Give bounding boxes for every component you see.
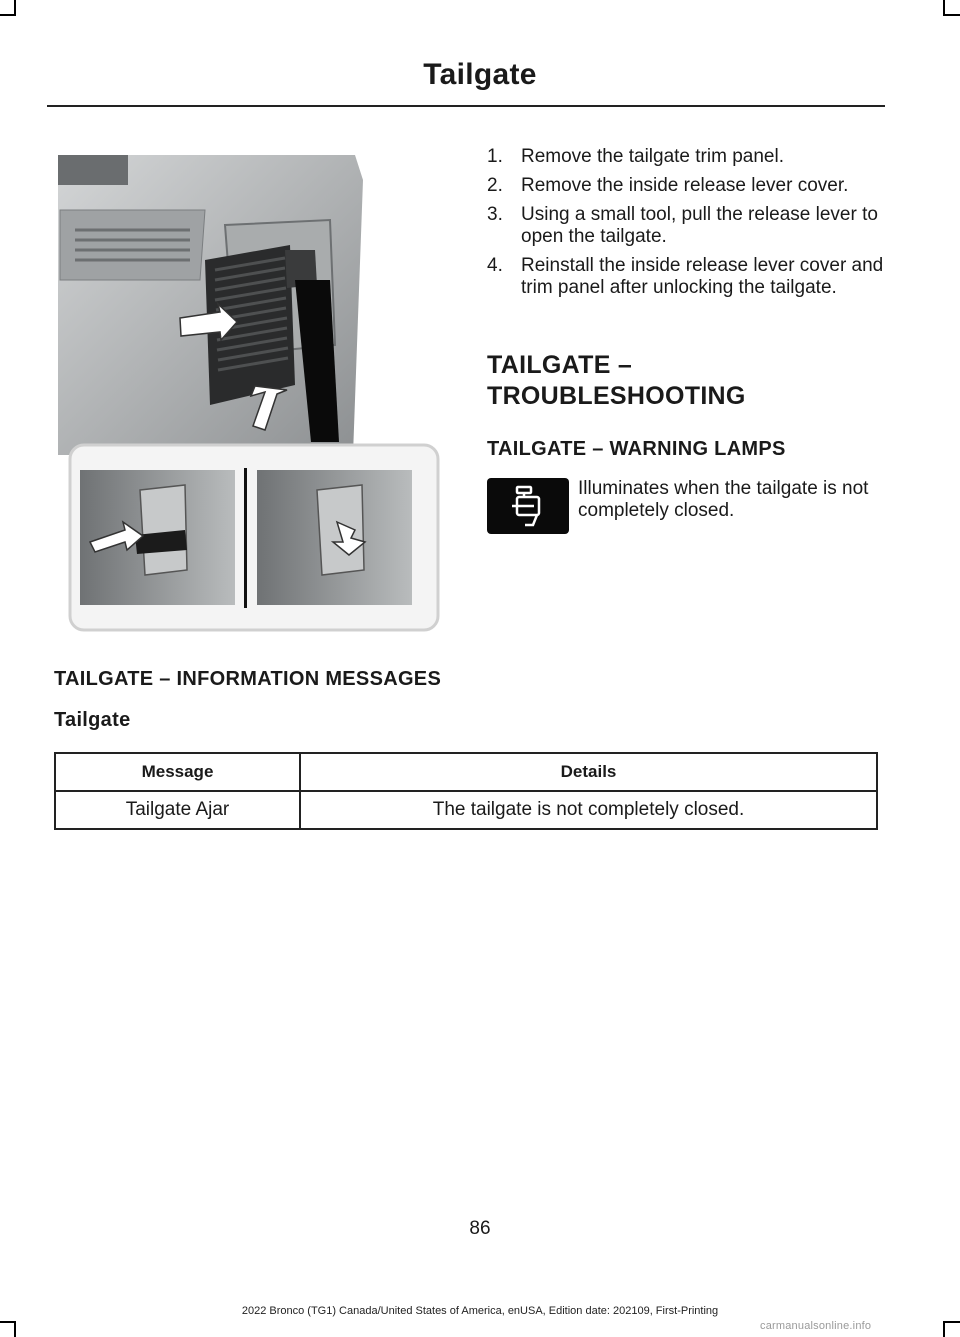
list-item: 4. Reinstall the inside release lever cover and trim panel after unlocking the tailgate. <box>487 255 884 298</box>
crop-mark <box>944 1321 960 1323</box>
info-messages-subheading: Tailgate <box>54 709 131 731</box>
crop-mark <box>944 14 960 16</box>
info-messages-table <box>54 752 878 830</box>
details-cell: The tailgate is not completely closed. <box>300 791 877 829</box>
warning-lamp-description: Illuminates when the tailgate is not completely closed. <box>578 478 869 521</box>
crop-mark <box>14 1321 16 1337</box>
header-rule <box>47 105 885 107</box>
warning-lamps-heading: TAILGATE – WARNING LAMPS <box>487 438 786 460</box>
crop-mark <box>0 1321 16 1323</box>
info-messages-heading: TAILGATE – INFORMATION MESSAGES <box>54 668 442 690</box>
column-header-message: Message <box>55 753 300 791</box>
release-steps <box>487 146 887 306</box>
list-item: 2. Remove the inside release lever cover. <box>487 175 849 196</box>
troubleshooting-heading: TAILGATE – TROUBLESHOOTING <box>487 351 746 410</box>
tailgate-release-illustration <box>55 150 445 635</box>
message-cell: Tailgate Ajar <box>55 791 300 829</box>
crop-mark <box>943 1321 945 1337</box>
column-header-details: Details <box>300 753 877 791</box>
tailgate-ajar-lamp-icon <box>487 478 569 534</box>
page-title: Tailgate <box>423 58 537 91</box>
watermark: carmanualsonline.info <box>760 1320 872 1332</box>
list-item: 1. Remove the tailgate trim panel. <box>487 146 784 167</box>
table-row <box>55 791 877 829</box>
page-number: 86 <box>469 1218 491 1239</box>
crop-mark <box>0 14 16 16</box>
list-item: 3. Using a small tool, pull the release lever to open the tailgate. <box>487 204 878 247</box>
table-header-row <box>55 753 877 791</box>
footer-edition-text: 2022 Bronco (TG1) Canada/United States of America, enUSA, Edition date: 202109, First-Printing <box>241 1305 719 1317</box>
